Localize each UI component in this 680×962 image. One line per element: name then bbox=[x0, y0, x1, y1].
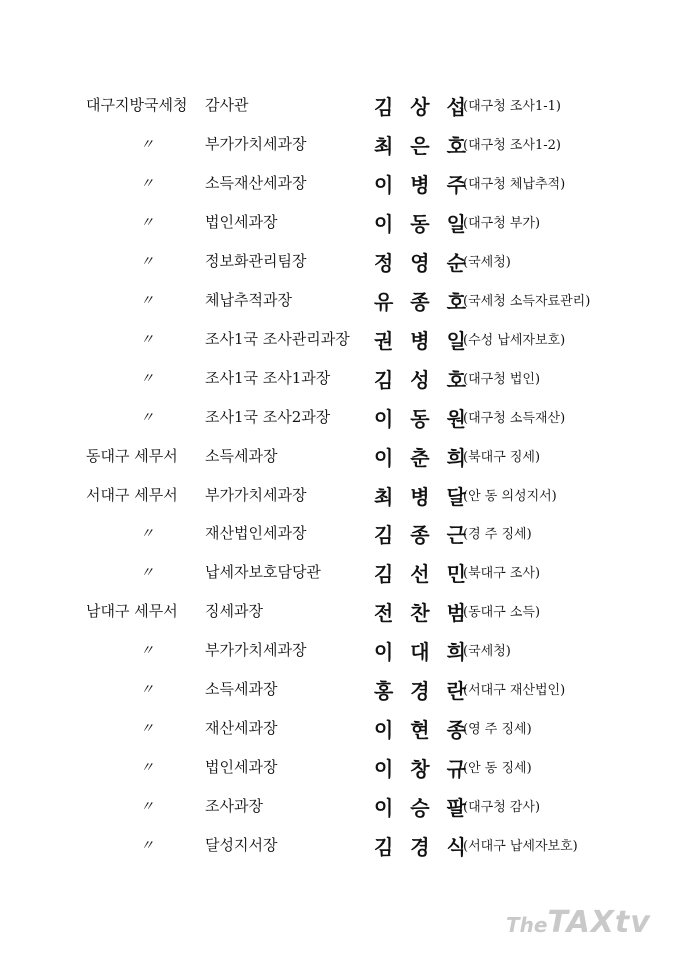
position-title: 체납추적과장 bbox=[205, 290, 292, 309]
watermark-prefix: The bbox=[506, 913, 548, 937]
person-name: 김 선 민 bbox=[374, 562, 471, 587]
position-title: 감사관 bbox=[205, 96, 249, 114]
previous-post: (수성 납세자보호) bbox=[463, 332, 566, 348]
previous-post: (대구청 체납추적) bbox=[463, 176, 566, 192]
position-title: 조사1국 조사1과장 bbox=[205, 368, 331, 387]
ditto-mark: 〃 bbox=[140, 214, 154, 231]
person-name: 최 병 달 bbox=[374, 484, 471, 509]
previous-post: (경 주 징세) bbox=[463, 527, 532, 543]
previous-post: (국세청 소득자료관리) bbox=[463, 293, 591, 309]
previous-post: (대구청 법인) bbox=[463, 371, 541, 387]
list-item bbox=[0, 169, 680, 195]
person-name: 이 동 원 bbox=[374, 406, 471, 431]
watermark-logo bbox=[506, 905, 651, 940]
position-title: 재산세과장 bbox=[205, 719, 278, 738]
ditto-mark: 〃 bbox=[140, 760, 154, 777]
position-title: 달성지서장 bbox=[205, 836, 278, 855]
office-name: 남대구 세무서 bbox=[86, 602, 178, 621]
list-item bbox=[0, 519, 680, 548]
ditto-mark: 〃 bbox=[140, 721, 154, 738]
previous-post: (대구청 감사) bbox=[463, 800, 541, 816]
list-item bbox=[0, 130, 680, 156]
position-title: 정보화관리팀장 bbox=[205, 251, 307, 270]
position-title: 부가가치세과장 bbox=[205, 485, 307, 504]
list-item bbox=[0, 403, 680, 429]
person-name: 이 대 희 bbox=[374, 640, 471, 665]
person-name: 홍 경 란 bbox=[374, 679, 471, 704]
position-title: 소득세과장 bbox=[205, 680, 278, 699]
position-title: 납세자보호담당관 bbox=[205, 563, 321, 582]
position-title: 조사1국 조사2과장 bbox=[205, 407, 331, 426]
person-name: 이 동 일 bbox=[374, 211, 471, 236]
position-title: 징세과장 bbox=[205, 602, 263, 621]
position-title: 재산법인세과장 bbox=[205, 524, 307, 543]
previous-post: (대구청 조사1-2) bbox=[463, 137, 562, 153]
ditto-mark: 〃 bbox=[140, 331, 154, 348]
previous-post: (북대구 조사) bbox=[463, 566, 541, 582]
person-name: 이 승 팔 bbox=[374, 796, 471, 821]
previous-post: (동대구 소득) bbox=[463, 605, 541, 621]
list-item bbox=[0, 558, 680, 587]
previous-post: (국세청) bbox=[463, 644, 511, 660]
position-title: 부가가치세과장 bbox=[205, 134, 307, 153]
person-name: 김 경 식 bbox=[374, 835, 471, 860]
list-item bbox=[0, 675, 680, 704]
person-name: 전 찬 범 bbox=[374, 601, 471, 626]
list-item bbox=[0, 597, 680, 626]
watermark-main: TAXtv bbox=[547, 905, 651, 940]
person-name: 권 병 일 bbox=[374, 328, 471, 353]
previous-post: (서대구 재산법인) bbox=[463, 683, 566, 699]
ditto-mark: 〃 bbox=[140, 370, 154, 387]
person-name: 김 성 호 bbox=[374, 367, 471, 392]
ditto-mark: 〃 bbox=[140, 838, 154, 855]
ditto-mark: 〃 bbox=[140, 136, 154, 153]
office-name: 대구지방국세청 bbox=[86, 96, 188, 114]
ditto-mark: 〃 bbox=[140, 643, 154, 660]
previous-post: (북대구 징세) bbox=[463, 449, 541, 465]
office-name: 서대구 세무서 bbox=[86, 485, 178, 504]
person-name: 이 창 규 bbox=[374, 757, 471, 782]
person-name: 이 현 종 bbox=[374, 718, 471, 743]
previous-post: (안 동 의성지서) bbox=[463, 488, 557, 504]
office-name: 동대구 세무서 bbox=[86, 446, 178, 465]
list-item bbox=[0, 831, 680, 860]
person-name: 이 춘 희 bbox=[374, 445, 471, 470]
previous-post: (국세청) bbox=[463, 254, 511, 270]
person-name: 김 상 섭 bbox=[374, 95, 471, 119]
person-name: 유 종 호 bbox=[374, 289, 471, 314]
list-item bbox=[0, 753, 680, 782]
position-title: 부가가치세과장 bbox=[205, 641, 307, 660]
ditto-mark: 〃 bbox=[140, 409, 154, 426]
list-item bbox=[0, 792, 680, 821]
ditto-mark: 〃 bbox=[140, 292, 154, 309]
person-name: 김 종 근 bbox=[374, 523, 471, 548]
ditto-mark: 〃 bbox=[140, 175, 154, 192]
ditto-mark: 〃 bbox=[140, 565, 154, 582]
position-title: 소득세과장 bbox=[205, 446, 278, 465]
previous-post: (대구청 조사1-1) bbox=[463, 99, 562, 114]
previous-post: (서대구 납세자보호) bbox=[463, 839, 578, 855]
position-title: 조사1국 조사관리과장 bbox=[205, 329, 350, 348]
ditto-mark: 〃 bbox=[140, 526, 154, 543]
list-item bbox=[0, 481, 680, 507]
position-title: 법인세과장 bbox=[205, 758, 278, 777]
ditto-mark: 〃 bbox=[140, 682, 154, 699]
person-name: 정 영 순 bbox=[374, 250, 471, 275]
list-item bbox=[0, 247, 680, 273]
list-item bbox=[0, 364, 680, 390]
ditto-mark: 〃 bbox=[140, 253, 154, 270]
person-name: 최 은 호 bbox=[374, 133, 471, 158]
previous-post: (영 주 징세) bbox=[463, 722, 532, 738]
ditto-mark: 〃 bbox=[140, 799, 154, 816]
position-title: 소득재산세과장 bbox=[205, 173, 307, 192]
position-title: 조사과장 bbox=[205, 797, 263, 816]
person-name: 이 병 주 bbox=[374, 172, 471, 197]
list-item bbox=[0, 714, 680, 743]
previous-post: (안 동 징세) bbox=[463, 761, 532, 777]
list-item bbox=[0, 286, 680, 312]
list-item bbox=[0, 442, 680, 468]
list-item bbox=[0, 208, 680, 234]
position-title: 법인세과장 bbox=[205, 212, 278, 231]
previous-post: (대구청 부가) bbox=[463, 215, 541, 231]
list-item bbox=[0, 325, 680, 351]
previous-post: (대구청 소득재산) bbox=[463, 410, 566, 426]
list-item bbox=[0, 91, 680, 117]
list-item bbox=[0, 636, 680, 665]
